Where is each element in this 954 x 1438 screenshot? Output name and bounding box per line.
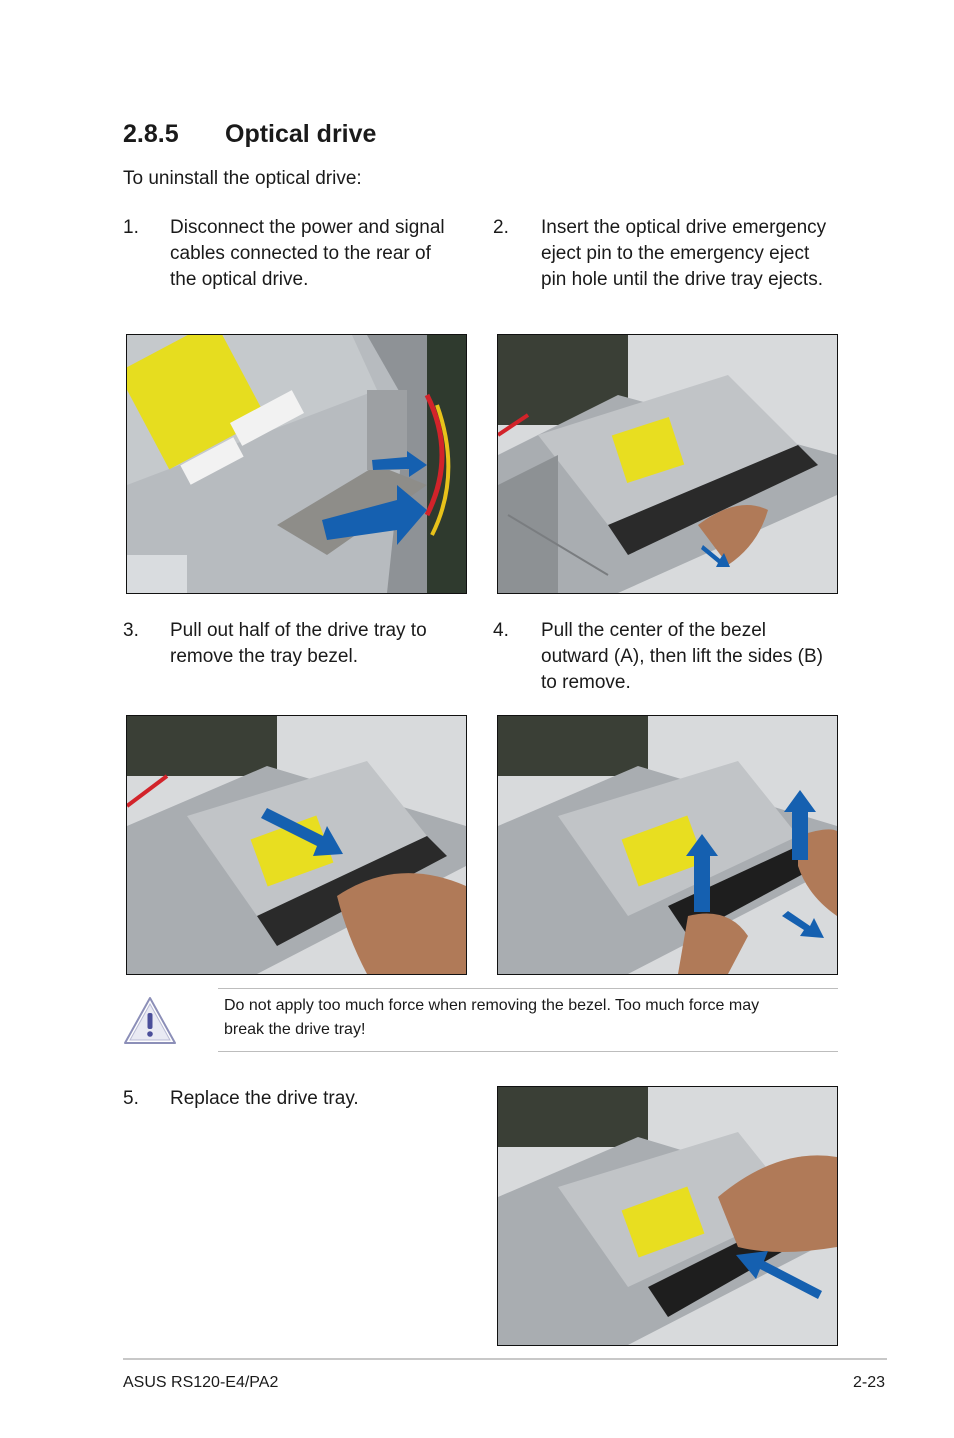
step-3-number: 3. xyxy=(123,620,139,641)
caution-top-rule xyxy=(218,988,838,989)
step-2-number: 2. xyxy=(493,217,509,238)
photo-step1-disconnect-cables xyxy=(126,334,467,594)
photo-step3-pull-tray xyxy=(126,715,467,975)
step-3-text: Pull out half of the drive tray to remove the tray bezel. xyxy=(170,620,427,667)
step-4-number: 4. xyxy=(493,620,509,641)
step-5-number: 5. xyxy=(123,1088,139,1109)
section-number: 2.8.5 xyxy=(123,120,179,148)
step-1-text: Disconnect the power and signal cables connected to the rear of the optical drive. xyxy=(170,217,445,290)
caution-bottom-rule xyxy=(218,1051,838,1052)
photo-step4-remove-bezel xyxy=(497,715,838,975)
footer-product-name: ASUS RS120-E4/PA2 xyxy=(123,1374,279,1391)
section-title: Optical drive xyxy=(225,120,377,148)
photo-step5-replace-tray xyxy=(497,1086,838,1346)
warning-triangle-icon xyxy=(123,995,177,1047)
step-1-number: 1. xyxy=(123,217,139,238)
intro-text: To uninstall the optical drive: xyxy=(123,168,362,189)
step-2-text: Insert the optical drive emergency eject pin to the emergency eject pin hole until the drive tray ejects. xyxy=(541,217,827,290)
footer-rule xyxy=(123,1358,887,1360)
caution-text: Do not apply too much force when removing the bezel. Too much force may break the drive tray! xyxy=(224,997,760,1038)
photo-step2-eject-pin xyxy=(497,334,838,594)
step-5-text: Replace the drive tray. xyxy=(170,1088,359,1109)
step-4-text: Pull the center of the bezel outward (A), then lift the sides (B) to remove. xyxy=(541,620,823,693)
footer-page-number: 2-23 xyxy=(853,1374,886,1391)
